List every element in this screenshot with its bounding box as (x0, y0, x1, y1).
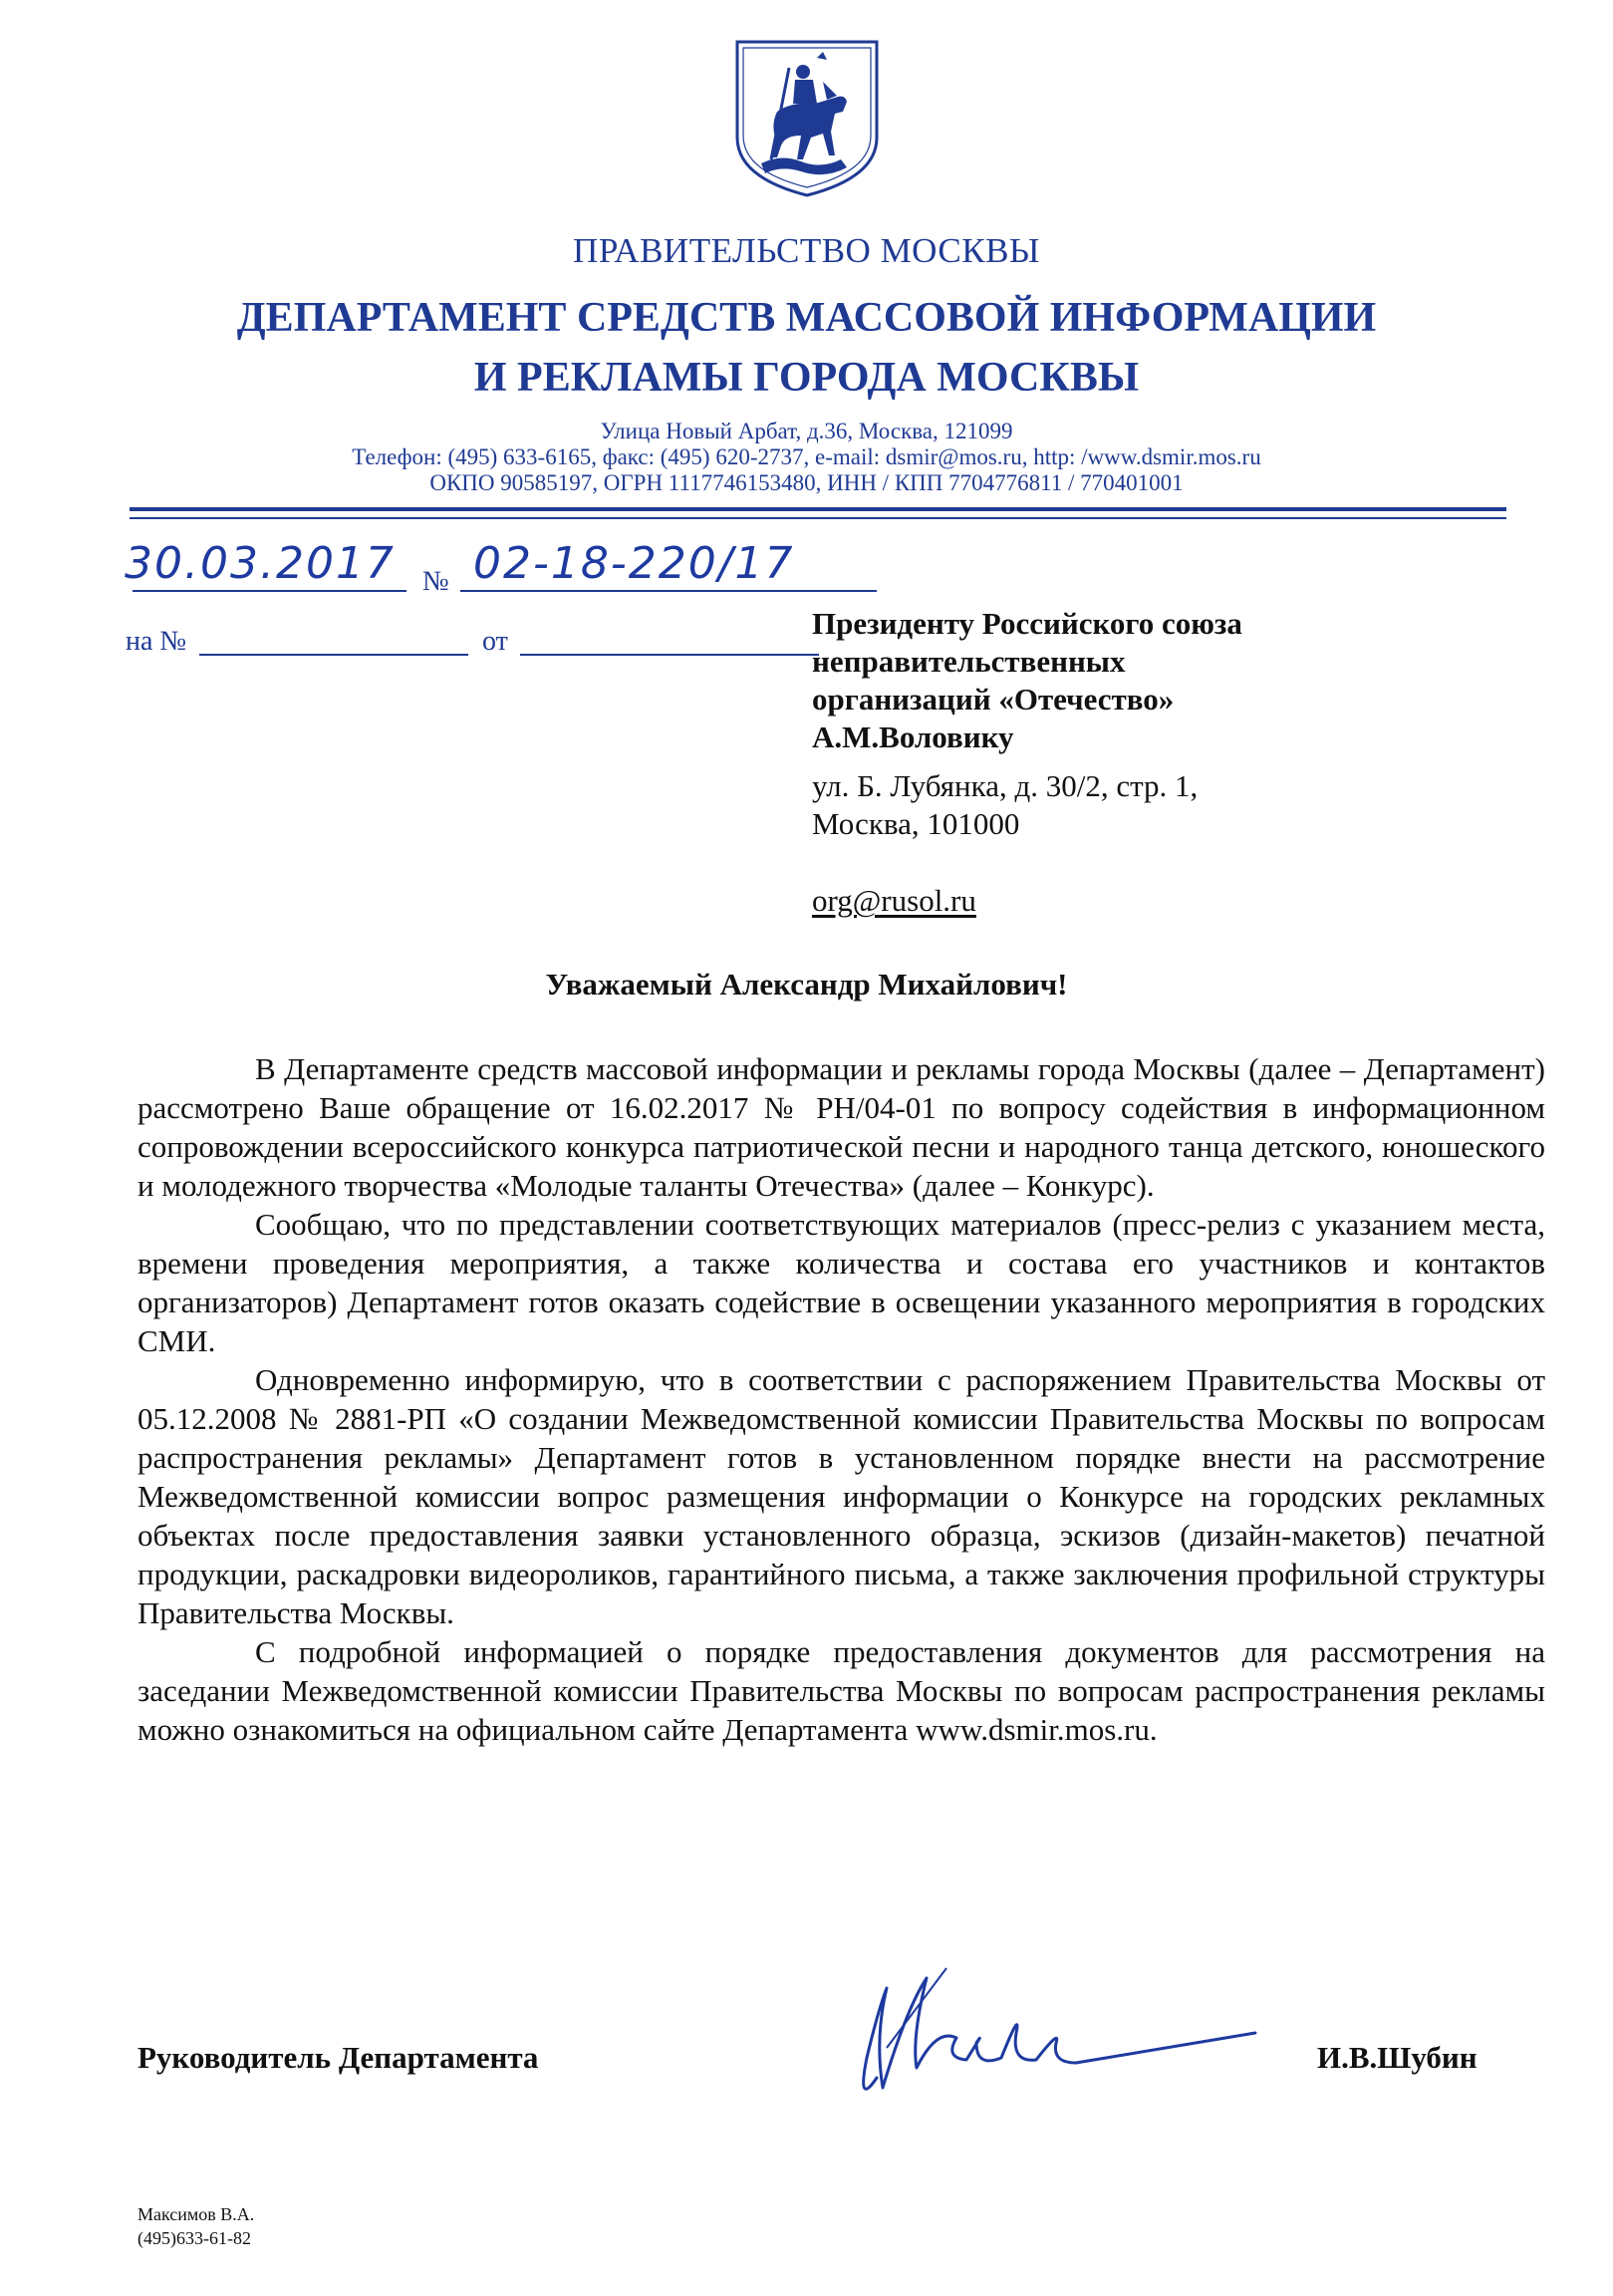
executor-phone: (495)633-61-82 (137, 2228, 251, 2248)
signer-name: И.В.Шубин (1317, 2040, 1478, 2075)
department-title-line1: ДЕПАРТАМЕНТ СРЕДСТВ МАССОВОЙ ИНФОРМАЦИИ (236, 295, 1377, 341)
from-label: от (482, 626, 508, 657)
letter-body (137, 1049, 1545, 1749)
recipient-line1: Президенту Российского союза (812, 606, 1242, 641)
header-divider-thick (130, 507, 1506, 511)
body-paragraph-3: Одновременно информирую, что в соответствии с распоряжением Правительства Москвы от 05.12.2008 № 2881-РП «О создании Межведомственной комиссии Правительства Москвы по вопросам распространения рекламы» Департамент готов в установленном порядке внести на рассмотрение Межведомственной комиссии вопрос размещения информации о Конкурсе на городских рекламных объектах после предоставления заявки установленного образца, эскизов (дизайн-макетов) печатной продукции, раскадровки видеороликов, гарантийного письма, а также заключения профильной структуры Правительства Москвы. (137, 1362, 1545, 1630)
recipient-name: А.М.Воловику (812, 719, 1014, 754)
moscow-coat-of-arms-icon (731, 38, 883, 199)
recipient-line2: неправительственных (812, 644, 1126, 679)
department-address: Улица Новый Арбат, д.36, Москва, 121099 (600, 419, 1013, 443)
recipient-address1: ул. Б. Лубянка, д. 30/2, стр. 1, (812, 768, 1199, 803)
executor-name: Максимов В.А. (137, 2204, 255, 2224)
handwritten-signature-icon (817, 1948, 1285, 2113)
body-paragraph-4: С подробной информацией о порядке предоставления документов для рассмотрения на заседании Межведомственной комиссии Правительства Москвы по вопросам распространения рекламы можно ознакомиться на официальном сайте Департамента www.dsmir.mos.ru. (137, 1634, 1545, 1747)
body-paragraph-1: В Департаменте средств массовой информации и рекламы города Москвы (далее – Департамент) рассмотрено Ваше обращение от 16.02.2017 № РН/04-01 по вопросу содействия в информационном сопровождении всероссийского конкурса патриотической песни и народного танца детского, юношеского и молодежного творчества «Молодые таланты Отечества» (далее – Конкурс). (137, 1051, 1545, 1203)
header-divider-thin (130, 517, 1506, 519)
department-registry: ОКПО 90585197, ОГРН 1117746153480, ИНН / КПП 7704776811 / 770401001 (429, 470, 1184, 495)
body-paragraph-2: Сообщаю, что по представлении соответствующих материалов (пресс-релиз с указанием места, времени проведения мероприятия, а также количества и состава его участников и контактов организаторов) Департамент готов оказать содействие в освещении указанного мероприятия в городских СМИ. (137, 1207, 1545, 1358)
from-underline (520, 654, 819, 656)
reply-to-underline (199, 654, 468, 656)
recipient-line3: организаций «Отечество» (812, 682, 1175, 717)
department-title-line2: И РЕКЛАМЫ ГОРОДА МОСКВЫ (473, 355, 1140, 401)
reply-to-label: на № (126, 626, 187, 657)
recipient-address2: Москва, 101000 (812, 806, 1020, 841)
date-underline (133, 590, 406, 592)
number-underline (460, 590, 877, 592)
number-sign: № (422, 566, 449, 597)
department-contacts: Телефон: (495) 633-6165, факс: (495) 620-2737, e-mail: dsmir@mos.ru, http: /www.dsmir.mos.ru (352, 444, 1261, 469)
government-title: ПРАВИТЕЛЬСТВО МОСКВЫ (573, 231, 1040, 270)
registration-date: 30.03.2017 (125, 538, 396, 589)
registration-number: 02-18-220/17 (473, 538, 795, 589)
recipient-email[interactable]: org@rusol.ru (812, 883, 976, 918)
greeting: Уважаемый Александр Михайлович! (545, 967, 1068, 1002)
signer-position: Руководитель Департамента (137, 2040, 539, 2075)
